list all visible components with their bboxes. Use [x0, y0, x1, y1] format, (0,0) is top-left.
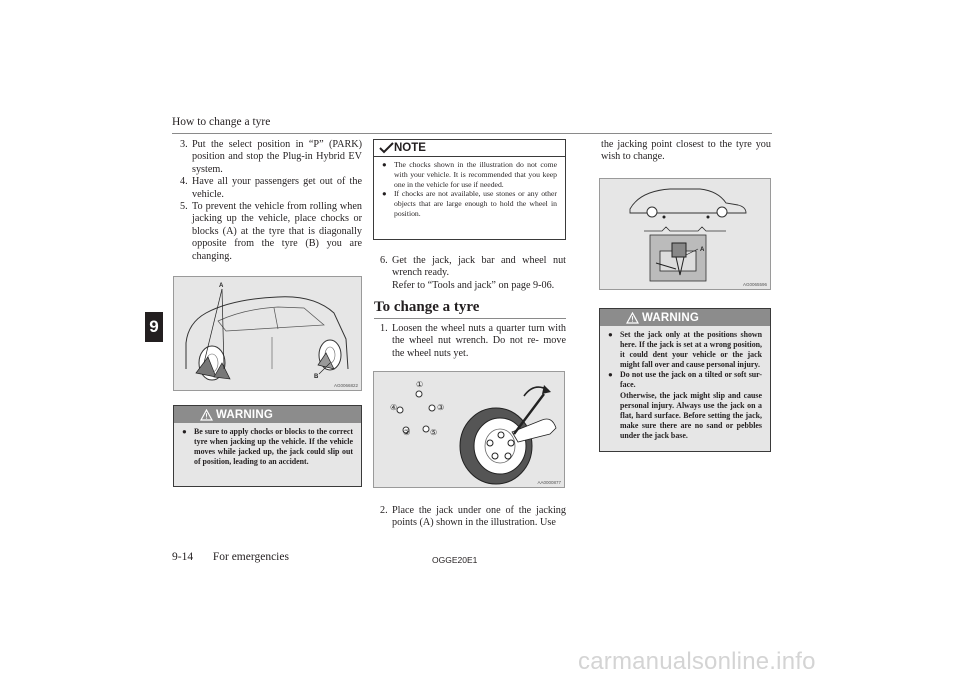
- chapter-name: For emergencies: [212, 551, 289, 563]
- running-header: How to change a tyre: [172, 116, 271, 128]
- step-2: 2. Place the jack under one of the jacking points (A) shown in the illustration. Use: [380, 505, 566, 529]
- figure-label-a: A: [219, 283, 224, 289]
- warning-title: WARNING: [216, 408, 273, 421]
- note-item: ● The chocks shown in the illustration do not come with your vehicle. It is recommended that you keep one in the vehicle for use if needed.: [382, 160, 557, 189]
- step-6-list: [374, 255, 566, 292]
- warning-header: [174, 406, 361, 423]
- warning-item: ● Be sure to apply chocks or blocks to the correct tyre when jacking up the vehicle. If the vehicle moves while jacked up, the jack could slip out of position, leading to an accident.: [182, 427, 353, 467]
- step-4: 4. Have all your passengers get out of the vehicle.: [180, 176, 362, 200]
- chapter-tab: 9: [145, 312, 163, 342]
- step-2-continuation: the jacking point closest to the tyre you wish to change.: [601, 139, 771, 163]
- note-header: [374, 140, 565, 157]
- bullet-icon: ●: [182, 427, 187, 436]
- warning-item: ● Do not use the jack on a tilted or soft sur- face. Otherwise, the jack might slip and cause personal injury. Always use the jack on a flat, hard surface. Before setting the jack, make sure there are no sand or pebbles under the jack base.: [608, 370, 762, 440]
- manual-code: OGGE20E1: [432, 555, 478, 565]
- step-3: 3. Put the select position in “P” (PARK) position and stop the Plug-in Hybrid EV system.: [180, 139, 362, 175]
- step-1: 1. Loosen the wheel nuts a quarter turn with the wheel nut wrench. Do not re- move the wheel nuts yet.: [380, 323, 566, 359]
- page-footer: [172, 551, 289, 563]
- car-chocks-drawing: [174, 277, 361, 390]
- figure-code: AA0000877: [537, 480, 561, 485]
- jack-drawing: [600, 179, 770, 289]
- header-rule: [172, 133, 772, 134]
- section-rule: [374, 318, 566, 319]
- warning-triangle-icon: [626, 312, 639, 324]
- nut-label-3: ③: [437, 403, 445, 412]
- bullet-icon: ●: [608, 370, 613, 380]
- warning-box-right: [599, 308, 771, 452]
- step-6-reference: Refer to “Tools and jack” on page 9-06.: [392, 279, 555, 291]
- bullet-icon: ●: [382, 189, 387, 199]
- nut-label-5: ⑤: [430, 428, 438, 437]
- bullet-icon: ●: [608, 330, 613, 339]
- note-box: [373, 139, 566, 240]
- figure-label-b: B: [314, 374, 319, 380]
- warning-box-left: [173, 405, 362, 487]
- warning-item: ● Set the jack only at the positions shown here. If the jack is set at a wrong position, it could dent your vehicle or the jack might fall over and cause personal injury.: [608, 330, 762, 370]
- section-title: To change a tyre: [374, 299, 480, 315]
- step-2-list: [374, 505, 566, 530]
- nut-label-4: ④: [390, 403, 398, 412]
- note-check-icon: [379, 142, 394, 155]
- wheel-nut-illustration: [373, 371, 565, 488]
- page-number: 9-14: [172, 551, 194, 563]
- left-steps: [174, 139, 362, 263]
- figure-code: AG0065596: [742, 282, 767, 287]
- chocks-illustration: [173, 276, 362, 391]
- step-5: 5. To prevent the vehicle from rolling when jacking up the vehicle, place chocks or blocks (A) at the tyre that is diagonally opposite from the tyre (B) you are changing.: [180, 201, 362, 262]
- nut-label-2: ②: [403, 428, 411, 437]
- figure-label-a: A: [700, 247, 705, 253]
- bullet-icon: ●: [382, 160, 387, 169]
- note-title: NOTE: [394, 142, 426, 154]
- step-6: 6. Get the jack, jack bar and wheel nut wrench ready. Refer to “Tools and jack” on page 9-06.: [380, 255, 566, 291]
- nut-label-1: ①: [416, 380, 424, 389]
- warning-header: [600, 309, 770, 326]
- note-item: ● If chocks are not available, use stones or any other objects that are large enough to hold the wheel in position.: [382, 189, 557, 218]
- jacking-point-illustration: [599, 178, 771, 290]
- warning-title: WARNING: [642, 311, 699, 324]
- figure-code: AG0066822: [333, 383, 358, 388]
- warning-triangle-icon: [200, 409, 213, 421]
- step-1-list: [374, 323, 566, 360]
- wheel-nut-drawing: [374, 372, 564, 487]
- watermark: carmanualsonline.info: [578, 648, 816, 675]
